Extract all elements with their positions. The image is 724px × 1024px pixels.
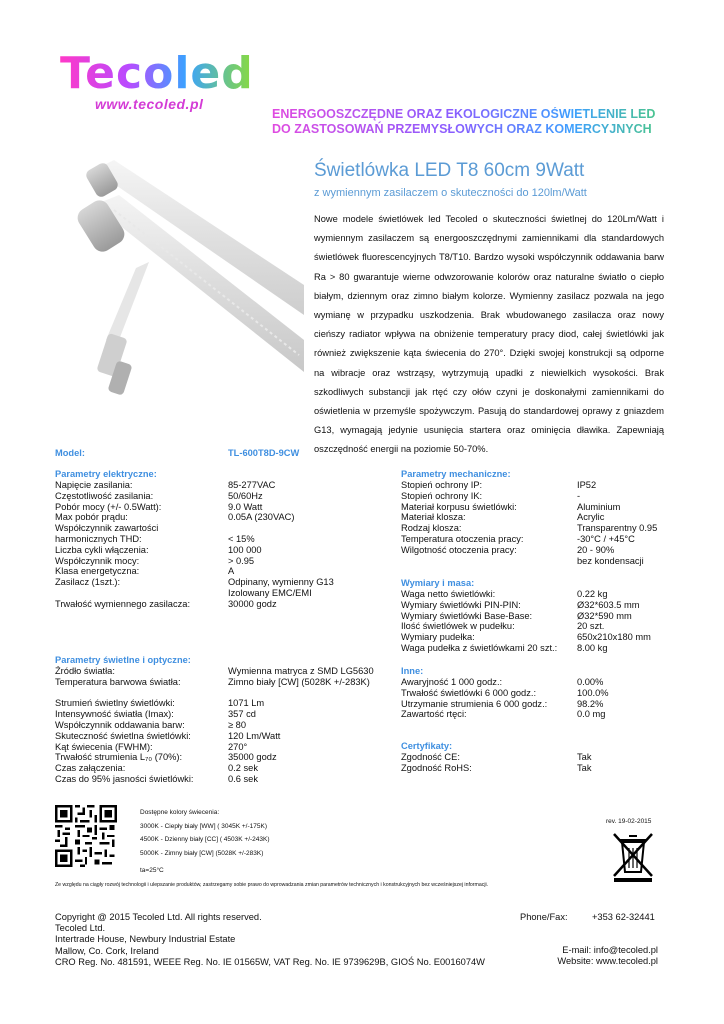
optical-row-label: Strumień świetlny świetlówki: xyxy=(55,698,175,709)
optical-row-value: 1071 Lm xyxy=(228,698,265,709)
optical-row-label: Współczynnik oddawania barw: xyxy=(55,720,185,730)
mechanical-row-label: Stopień ochrony IP: xyxy=(401,480,483,490)
optical-heading: Parametry świetlne i optyczne: xyxy=(55,655,191,665)
certificates-heading: Certyfikaty: xyxy=(401,741,453,751)
optical-row-label: Czas załączenia: xyxy=(55,763,126,774)
model-value: TL-600T8D-9CW xyxy=(228,448,300,458)
electrical-row-label: Napięcie zasilania: xyxy=(55,480,133,490)
optical-row-label: Intensywność światła (Imax): xyxy=(55,709,174,720)
electrical-row-value: 50/60Hz xyxy=(228,490,263,501)
model-label: Model: xyxy=(55,448,85,458)
footer-phone[interactable]: +353 62-32441 xyxy=(592,912,655,922)
dimensions-heading: Wymiary i masa: xyxy=(401,578,475,588)
footer-address-2: Mallow, Co. Cork, Ireland xyxy=(55,945,159,956)
dimensions-row-value: Ø32*603.5 mm xyxy=(577,599,640,610)
color-option: 5000K - Zimny biały [CW] (5028K +/-283K) xyxy=(140,849,264,857)
other-row-value: 0.0 mg xyxy=(577,709,606,720)
electrical-heading: Parametry elektryczne: xyxy=(55,469,157,479)
optical-row-label: Skuteczność świetlna świetlówki: xyxy=(55,730,191,741)
product-image xyxy=(54,150,304,420)
optical-row-value: Zimno biały [CW] (5028K +/-283K) xyxy=(228,676,370,687)
dimensions-row-label: Wymiary świetlówki Base-Base: xyxy=(401,610,533,621)
product-title: Świetlówka LED T8 60cm 9Watt xyxy=(314,160,585,181)
certificates-row-label: Zgodność CE: xyxy=(401,752,460,762)
product-description: Nowe modele świetlówek led Tecoled o skuteczności świetlnej do 120Lm/Watt i wymiennym zasilaczem są energooszczędnymi zamiennikami dla standardowych świetlówek fluorescencyjnych T8/T10. Bardzo wysoki współczynnik oddawania barw Ra > 80 gwarantuje wierne odwzorowanie kolorów oraz naturalne światło o ciepło białym, dziennym oraz zimno białym kolorze. Wymienny zasilacz pozwala na jego wymianę w przypadku uszkodzenia. Brak wbudowanego zasilacza oraz nowy cieńszy radiator wpływa na obniżenie temperatury pracy diod, całej świetlówki jak również zwiększenie kąta świecenia do 270°. Dzięki swojej konstrukcji są odporne na wibracje oraz wstrząsy, wytrzymują upadki z niewielkich wysokości. Brak szkodliwych substancji jak rtęć czy ołów czyni je doskonałymi zamiennikami do oświetlenia w przemyśle spożywczym. Pasują do standardowej oprawy z gniazdem G13, wymagają jedynie usunięcia startera oraz ominięcia dławika. Zapewniają oszczędność energii na poziomie 50-70%. xyxy=(314,214,664,455)
footer-address-1: Intertrade House, Newbury Industrial Estate xyxy=(55,934,236,945)
electrical-row-label: Częstotliwość zasilania: xyxy=(55,490,154,501)
dimensions-row-label: Ilość świetlówek w pudełku: xyxy=(401,621,515,632)
color-option: 4500K - Dzienny biały [CC] ( 4503K +/-243K) xyxy=(140,836,270,843)
optical-row-label: Trwałość strumienia L₇₀ (70%): xyxy=(55,752,183,763)
product-subtitle: z wymiennym zasilaczem o skuteczności do 120lm/Watt xyxy=(314,187,587,199)
electrical-row-label: Klasa energetyczna: xyxy=(55,566,140,577)
dimensions-row-label: Waga pudełka z świetlówkami 20 szt.: xyxy=(401,643,558,653)
ambient-temperature-note: ta=25°C xyxy=(140,867,164,874)
optical-row-value: 120 Lm/Watt xyxy=(228,730,281,741)
brand-url[interactable]: www.tecoled.pl xyxy=(95,96,204,112)
footer-registration: CRO Reg. No. 481591, WEEE Reg. No. IE 01565W, VAT Reg. No. IE 9739629B, GIOŚ No. E0016074W xyxy=(55,956,485,967)
electrical-row-value: Odpinany, wymienny G13 xyxy=(228,577,334,588)
footer-phone-label: Phone/Fax: xyxy=(520,912,568,922)
electrical-row-label: Max pobór prądu: xyxy=(55,512,128,523)
dimensions-row-value: 0.22 kg xyxy=(577,589,608,599)
electrical-row-label: Trwałość wymiennego zasilacza: xyxy=(55,598,191,609)
other-heading: Inne: xyxy=(401,666,424,676)
other-row-label: Trwałość świetlówki 6 000 godz.: xyxy=(401,687,537,698)
certificates-row-value: Tak xyxy=(577,752,592,762)
dimensions-row-value: 8.00 kg xyxy=(577,643,608,653)
headline-line-2: DO ZASTOSOWAŃ PRZEMYSŁOWYCH ORAZ KOMERCYJNYCH xyxy=(272,122,652,136)
other-row-label: Awaryjność 1 000 godz.: xyxy=(401,677,503,687)
electrical-row-value: A xyxy=(228,566,235,577)
electrical-row-value: > 0.95 xyxy=(228,555,255,566)
other-row-value: 98.2% xyxy=(577,698,604,709)
electrical-row-value: < 15% xyxy=(228,534,255,544)
dimensions-row-value: Ø32*590 mm xyxy=(577,610,632,621)
electrical-row-label: Zasilacz (1szt.): xyxy=(55,577,121,588)
electrical-row-value: 0.05A (230VAC) xyxy=(228,512,295,523)
headline xyxy=(272,107,672,137)
mechanical-row-label: Rodzaj klosza: xyxy=(401,523,462,534)
mechanical-row-value: bez kondensacji xyxy=(577,555,644,566)
available-colors xyxy=(140,806,270,878)
headline-line-1: ENERGOOSZCZĘDNE ORAZ EKOLOGICZNE OŚWIETLENIE LED xyxy=(272,107,656,121)
mechanical-row-value: IP52 xyxy=(577,480,597,490)
mechanical-row-value: Acrylic xyxy=(577,512,605,523)
electrical-row-label: harmonicznych THD: xyxy=(55,534,142,544)
dimensions-row-label: Waga netto świetlówki: xyxy=(401,589,496,599)
other-row-label: Zawartość rtęci: xyxy=(401,709,467,720)
optical-row-label: Kąt świecenia (FWHM): xyxy=(55,741,153,752)
electrical-row-label: Współczynnik zawartości xyxy=(55,523,159,534)
electrical-row-label: Współczynnik mocy: xyxy=(55,555,140,566)
mechanical-row-value: Aluminium xyxy=(577,501,621,512)
mechanical-row-label: Materiał klosza: xyxy=(401,512,466,523)
electrical-row-value: 9.0 Watt xyxy=(228,501,263,512)
disclaimer: Ze względu na ciągły rozwój technologii i ulepszanie produktów, zastrzegamy sobie prawo do wprowadzania zmian parametrów technicznych i konstrukcyjnych bez wcześniejszej informacji. xyxy=(55,882,489,888)
color-option: 3000K - Ciepły biały [WW] ( 3045K +/-175K) xyxy=(140,822,267,830)
optical-row-label: Temperatura barwowa światła: xyxy=(55,676,181,687)
mechanical-heading: Parametry mechaniczne: xyxy=(401,469,511,479)
optical-row-value: 0.6 sek xyxy=(228,774,258,784)
mechanical-row-value: 20 - 90% xyxy=(577,544,615,555)
footer-website[interactable]: Website: www.tecoled.pl xyxy=(557,956,658,966)
mechanical-row-label: Wilgotność otoczenia pracy: xyxy=(401,544,517,555)
optical-row-value: 0.2 sek xyxy=(228,763,258,774)
footer-email[interactable]: E-mail: info@tecoled.pl xyxy=(562,945,658,955)
electrical-row-label: Pobór mocy (+/- 0.5Watt): xyxy=(55,501,162,512)
dimensions-row-label: Wymiary pudełka: xyxy=(401,632,475,643)
dimensions-row-value: 650x210x180 mm xyxy=(577,632,651,643)
mechanical-row-value: Transparentny 0.95 xyxy=(577,523,658,534)
qr-code[interactable] xyxy=(55,805,117,867)
brand-logo: Tecoled xyxy=(60,48,254,99)
mechanical-row-label: Temperatura otoczenia pracy: xyxy=(401,534,524,544)
optical-row-label: Źródło światła: xyxy=(55,666,115,676)
other-row-value: 100.0% xyxy=(577,687,609,698)
mechanical-row-value: -30°C / +45°C xyxy=(577,534,635,544)
electrical-row-value: 30000 godz xyxy=(228,598,277,609)
mechanical-row-label: Materiał korpusu świetlówki: xyxy=(401,501,517,512)
optical-row-value: 35000 godz xyxy=(228,752,277,763)
optical-row-value: 357 cd xyxy=(228,709,256,720)
electrical-row-value: 100 000 xyxy=(228,544,262,555)
other-row-value: 0.00% xyxy=(577,677,604,687)
removable-driver xyxy=(96,262,149,396)
optical-row-value: 270° xyxy=(228,741,248,752)
revision-date: rev. 19-02-2015 xyxy=(606,818,652,825)
footer-left xyxy=(55,912,485,968)
dimensions-row-label: Wymiary świetlówki PIN-PIN: xyxy=(401,599,521,610)
electrical-row-value: 85-277VAC xyxy=(228,480,276,490)
mechanical-row-label: Stopień ochrony IK: xyxy=(401,490,483,501)
electrical-row-value: Izolowany EMC/EMI xyxy=(228,588,312,598)
optical-row-value: Wymienna matryca z SMD LG5630 xyxy=(228,666,374,676)
optical-row-label: Czas do 95% jasności świetlówki: xyxy=(55,774,194,784)
other-row-label: Utrzymanie strumienia 6 000 godz.: xyxy=(401,698,548,709)
certificates-row-value: Tak xyxy=(577,762,592,773)
electrical-row-label: Liczba cykli włączenia: xyxy=(55,544,149,555)
available-colors-heading: Dostępne kolory świecenia: xyxy=(140,809,220,816)
weee-crossed-bin-icon xyxy=(608,830,658,882)
optical-row-value: ≥ 80 xyxy=(228,720,247,730)
footer-company: Tecoled Ltd. xyxy=(55,923,106,934)
mechanical-row-value: - xyxy=(577,490,581,501)
footer-copyright: Copyright @ 2015 Tecoled Ltd. All rights reserved. xyxy=(55,912,262,922)
dimensions-row-value: 20 szt. xyxy=(577,621,605,632)
certificates-row-label: Zgodność RoHS: xyxy=(401,762,472,773)
